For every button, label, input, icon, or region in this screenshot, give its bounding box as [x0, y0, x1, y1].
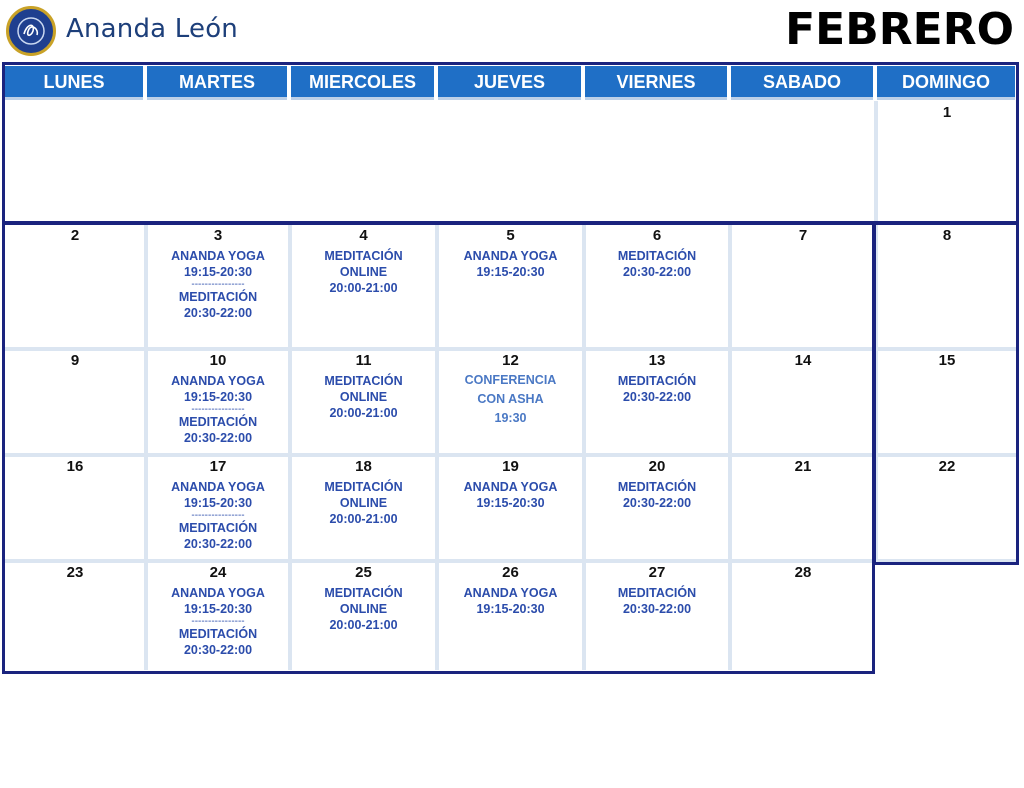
event-line: ANANDA YOGA	[171, 249, 265, 263]
event-line: MEDITACIÓN	[617, 249, 697, 263]
event-line: ANANDA YOGA	[463, 480, 558, 494]
day-number: 28	[794, 564, 812, 581]
day-number: 14	[794, 352, 812, 369]
event-line: 20:00-21:00	[329, 512, 398, 526]
event-line: MEDITACIÓN	[178, 290, 258, 304]
day-number: 3	[213, 227, 223, 244]
day-number: 22	[938, 458, 956, 475]
day-number: 21	[794, 458, 812, 475]
event-line: MEDITACIÓN	[617, 374, 697, 388]
event-line: ----------------	[191, 616, 245, 627]
day-number: 11	[355, 352, 372, 369]
day-header-domingo: DOMINGO	[877, 66, 1015, 100]
day-number: 23	[66, 564, 84, 581]
event-line: 20:30-22:00	[622, 602, 692, 616]
day-number: 13	[648, 352, 666, 369]
lotus-logo-icon	[15, 15, 47, 47]
event-line: 19:15-20:30	[476, 496, 545, 510]
event-line: MEDITACIÓN	[617, 586, 697, 600]
day-number: 10	[209, 352, 227, 369]
day-number: 8	[942, 227, 952, 244]
day-number: 20	[648, 458, 666, 475]
event-line: ANANDA YOGA	[171, 374, 265, 388]
event-line: ONLINE	[339, 496, 388, 510]
event-line: ----------------	[191, 404, 245, 415]
event-line: ONLINE	[339, 602, 388, 616]
event-line: 20:00-21:00	[329, 406, 398, 420]
day-number: 24	[209, 564, 227, 581]
day-number: 26	[502, 564, 519, 581]
event-line: 19:15-20:30	[183, 602, 253, 616]
day-header-jueves: JUEVES	[438, 66, 581, 100]
event-line: MEDITACIÓN	[324, 586, 403, 600]
calendar-top-frame	[2, 62, 1019, 224]
event-line: ----------------	[191, 279, 245, 290]
calendar-main-frame	[2, 222, 875, 674]
day-number: 5	[506, 227, 515, 244]
day-number: 27	[648, 564, 666, 581]
day-header-sabado: SABADO	[731, 66, 873, 100]
event-line: MEDITACIÓN	[178, 627, 258, 641]
event-line: 20:30-22:00	[183, 306, 253, 320]
day-number: 16	[66, 458, 84, 475]
day-header-viernes: VIERNES	[585, 66, 727, 100]
day-header-miercoles: MIERCOLES	[291, 66, 434, 100]
day-number: 19	[502, 458, 519, 475]
day-header-martes: MARTES	[147, 66, 287, 100]
event-line: 20:30-22:00	[622, 390, 692, 404]
day-number: 1	[942, 104, 952, 121]
day-number: 9	[70, 352, 80, 369]
day-number: 12	[502, 352, 519, 369]
day-number: 18	[355, 458, 372, 475]
event-line: 20:30-22:00	[183, 537, 253, 551]
day-number: 2	[70, 227, 80, 244]
event-line: 20:30-22:00	[622, 496, 692, 510]
day-number: 4	[359, 227, 368, 244]
event-line: ----------------	[191, 510, 245, 521]
event-line: 19:30	[494, 411, 527, 425]
day-number: 17	[209, 458, 227, 475]
event-line: MEDITACIÓN	[178, 521, 258, 535]
event-line: CON ASHA	[477, 392, 544, 406]
event-line: 20:00-21:00	[329, 618, 398, 632]
event-line: 20:30-22:00	[183, 643, 253, 657]
day-number: 6	[652, 227, 662, 244]
event-line: 20:30-22:00	[622, 265, 692, 279]
event-line: ANANDA YOGA	[171, 480, 265, 494]
ananda-logo	[6, 6, 56, 56]
event-line: 19:15-20:30	[183, 390, 253, 404]
month-title: FEBRERO	[785, 4, 1014, 55]
day-header-lunes: LUNES	[5, 66, 143, 100]
brand-name: Ananda León	[66, 14, 238, 44]
event-line: MEDITACIÓN	[324, 249, 403, 263]
event-line: ANANDA YOGA	[463, 249, 558, 263]
event-line: 19:15-20:30	[476, 602, 545, 616]
event-line: MEDITACIÓN	[178, 415, 258, 429]
event-line: 20:00-21:00	[329, 281, 398, 295]
event-line: 19:15-20:30	[476, 265, 545, 279]
day-number: 25	[355, 564, 372, 581]
event-line: MEDITACIÓN	[324, 480, 403, 494]
day-number: 7	[798, 227, 808, 244]
event-line: MEDITACIÓN	[617, 480, 697, 494]
event-line: 19:15-20:30	[183, 496, 253, 510]
event-line: 20:30-22:00	[183, 431, 253, 445]
event-line: ANANDA YOGA	[171, 586, 265, 600]
day-number: 15	[938, 352, 956, 369]
event-line: ONLINE	[339, 265, 388, 279]
event-line: CONFERENCIA	[464, 373, 557, 387]
event-line: 19:15-20:30	[183, 265, 253, 279]
event-line: ONLINE	[339, 390, 388, 404]
calendar-sunday-frame	[873, 222, 1019, 565]
event-line: ANANDA YOGA	[463, 586, 558, 600]
event-line: MEDITACIÓN	[324, 374, 403, 388]
